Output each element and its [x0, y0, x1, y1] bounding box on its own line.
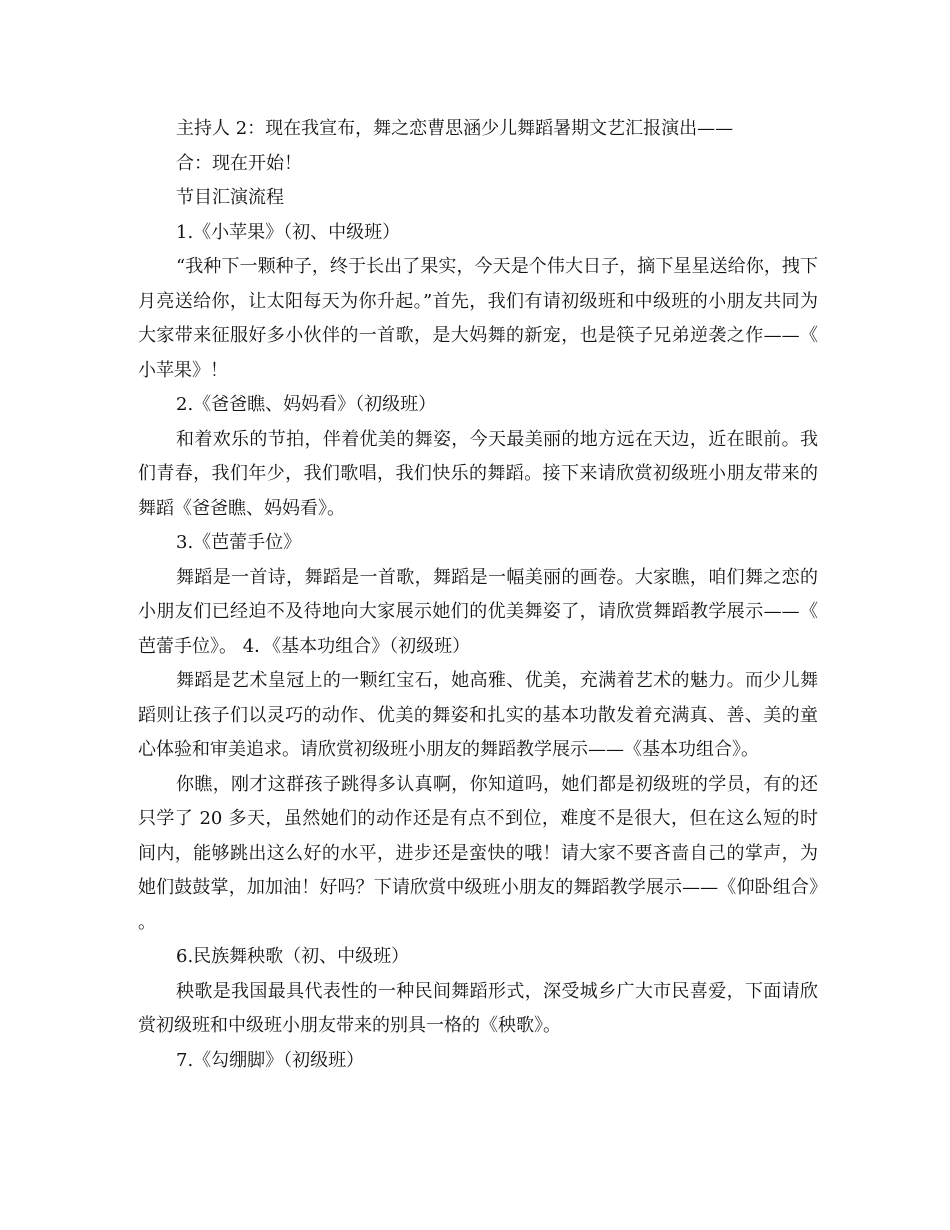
item-1-intro: “我种下一颗种子，终于长出了果实，今天是个伟大日子，摘下星星送给你，拽下月亮送给你，让太阳每天为你升起。”首先，我们有请初级班和中级班的小朋友共同为大家带来征服好多小伙伴的一首歌，是大妈舞的新宠，也是筷子兄弟逆袭之作——《小苹果》！ [138, 256, 818, 381]
item-4-intro: 舞蹈是艺术皇冠上的一颗红宝石，她高雅、优美，充满着艺术的魅力。而少儿舞蹈则让孩子们以灵巧的动作、优美的舞姿和扎实的基本功散发着充满真、善、美的童心体验和审美追求。请欣赏初级班小朋友的舞蹈教学展示——《基本功组合》。 [138, 670, 818, 760]
item-1-title: 1.《小苹果》（初、中级班） [176, 221, 401, 243]
together-start: 合：现在开始！ [176, 152, 302, 174]
item-2-title: 2.《爸爸瞧、妈妈看》（初级班） [176, 394, 437, 415]
item-6-title: 6.民族舞秧歌（初、中级班） [176, 946, 410, 967]
program-flow-heading: 节目汇演流程 [176, 187, 284, 208]
item-5-intro: 你瞧，刚才这群孩子跳得多认真啊，你知道吗，她们都是初级班的学员，有的还只学了 20 多天，虽然她们的动作还是有点不到位，难度不是很大，但在这么短的时间内，能够跳出这么好的水平，进步还是蛮快的哦！请大家不要吝啬自己的掌声，为她们鼓鼓掌，加加油！好吗？下请欣赏中级班小朋友的舞蹈教学展示——《仰卧组合》。 [138, 773, 818, 933]
host2-announce: 主持人 2：现在我宣布，舞之恋曹思涵少儿舞蹈暑期文艺汇报演出—— [176, 118, 734, 139]
document-body [138, 112, 818, 1078]
item-3-intro: 舞蹈是一首诗，舞蹈是一首歌，舞蹈是一幅美丽的画卷。大家瞧，咱们舞之恋的小朋友们已经迫不及待地向大家展示她们的优美舞姿了，请欣赏舞蹈教学展示——《芭蕾手位》。 4．《基本功组合》（初级班） [138, 566, 818, 657]
item-7-title: 7.《勾绷脚》（初级班） [176, 1049, 365, 1071]
item-6-intro: 秧歌是我国最具代表性的一种民间舞蹈形式，深受城乡广大市民喜爱，下面请欣赏初级班和中级班小朋友带来的别具一格的《秧歌》。 [138, 980, 818, 1036]
item-2-intro: 和着欢乐的节拍，伴着优美的舞姿，今天最美丽的地方远在天边，近在眼前。我们青春，我们年少，我们歌唱，我们快乐的舞蹈。接下来请欣赏初级班小朋友带来的舞蹈《爸爸瞧、妈妈看》。 [138, 428, 818, 519]
item-3-title: 3.《芭蕾手位》 [176, 532, 302, 553]
